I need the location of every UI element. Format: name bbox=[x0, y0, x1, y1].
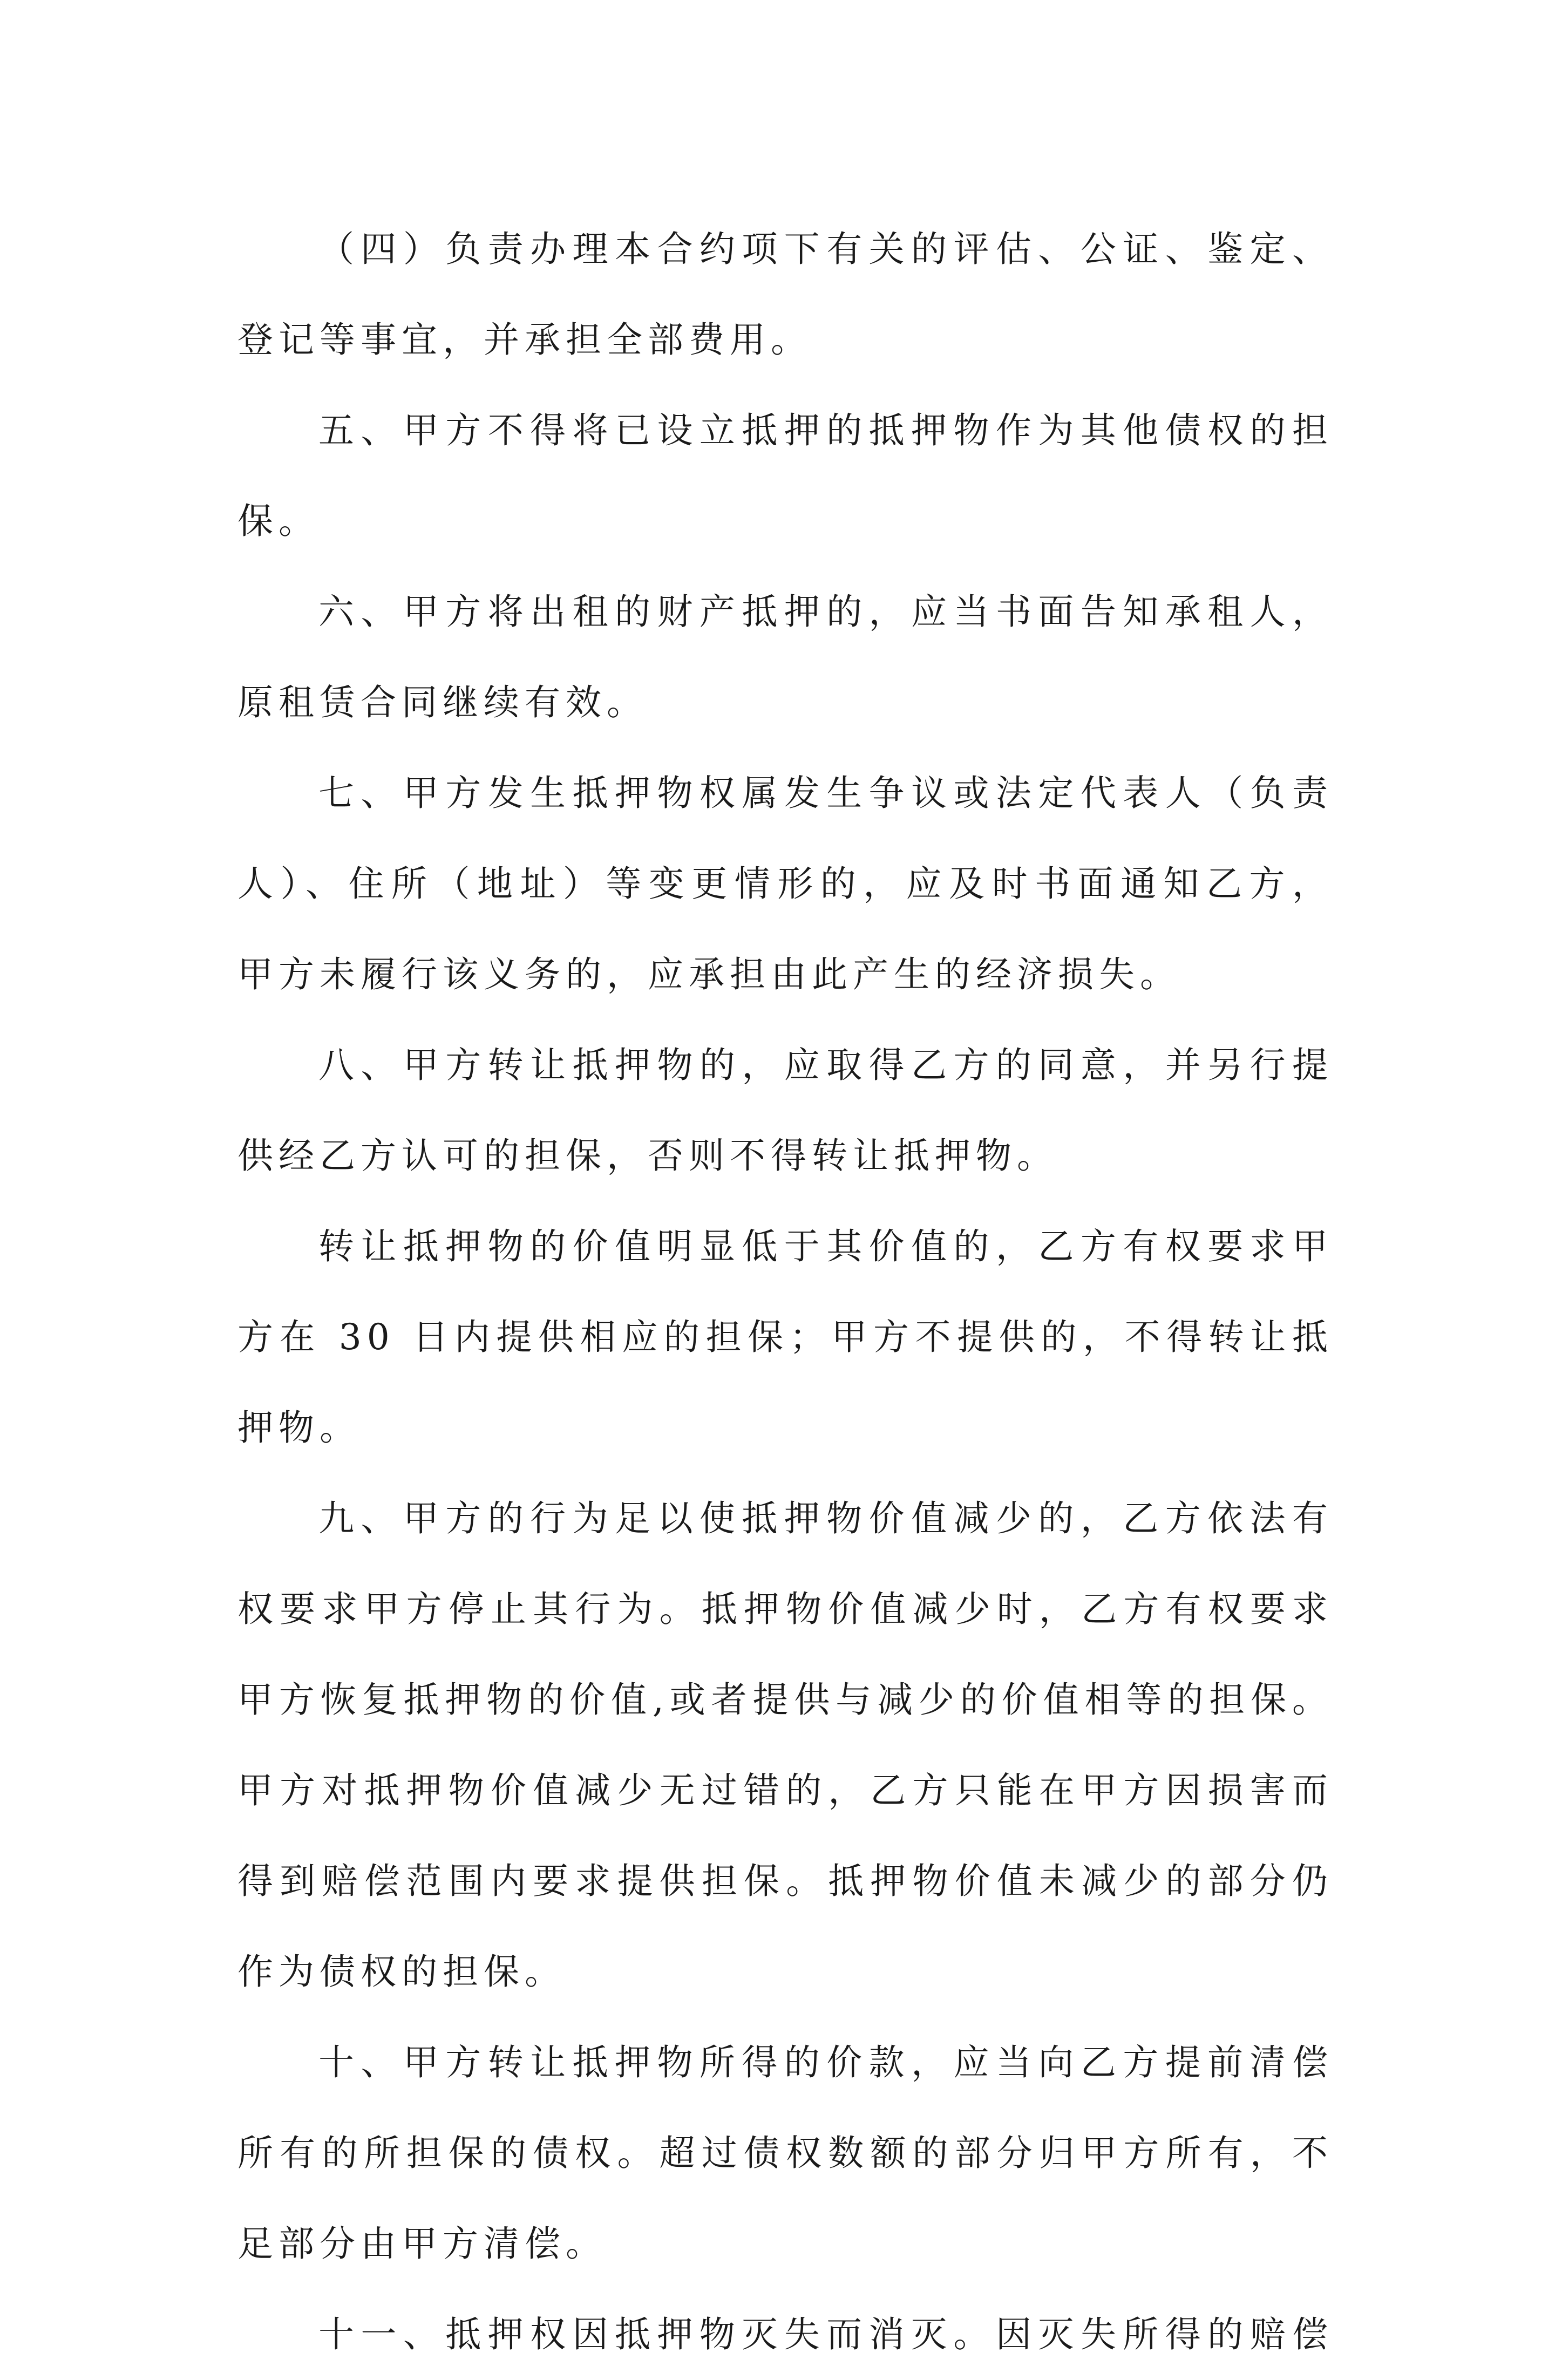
document-body bbox=[237, 204, 1333, 2380]
text-line: 保。 bbox=[237, 500, 320, 542]
text-line: （四）负责办理本合约项下有关的评估、公证、鉴定、 bbox=[318, 228, 1333, 270]
text-line: 足部分由甲方清偿。 bbox=[237, 2223, 607, 2265]
text-line: 五、甲方不得将已设立抵押的抵押物作为其他债权的担 bbox=[318, 410, 1333, 451]
text-line: 六、甲方将出租的财产抵押的，应当书面告知承租人， bbox=[318, 591, 1333, 633]
text-line: 所有的所担保的债权。超过债权数额的部分归甲方所有，不 bbox=[237, 2132, 1333, 2174]
text-line: 权要求甲方停止其行为。抵押物价值减少时，乙方有权要求 bbox=[237, 1588, 1333, 1630]
text-line: 转让抵押物的价值明显低于其价值的，乙方有权要求甲 bbox=[318, 1226, 1333, 1267]
paragraph-clause-10 bbox=[237, 2017, 1333, 2289]
paragraph-clause-9 bbox=[237, 1473, 1333, 2017]
text-line: 原租赁合同继续有效。 bbox=[237, 682, 648, 723]
paragraph-clause-8 bbox=[237, 1020, 1333, 1201]
text-line: 方在 30 日内提供相应的担保；甲方不提供的，不得转让抵 bbox=[237, 1316, 1333, 1358]
paragraph-clause-7 bbox=[237, 748, 1333, 1020]
text-line: 甲方恢复抵押物的价值,或者提供与减少的价值相等的担保。 bbox=[237, 1679, 1333, 1721]
text-line: 登记等事宜，并承担全部费用。 bbox=[237, 319, 812, 361]
paragraph-clause-6 bbox=[237, 567, 1333, 748]
text-line: 十、甲方转让抵押物所得的价款，应当向乙方提前清偿 bbox=[318, 2042, 1333, 2083]
text-line: 得到赔偿范围内要求提供担保。抵押物价值未减少的部分仍 bbox=[237, 1860, 1333, 1902]
text-line: 人）、住所（地址）等变更情形的，应及时书面通知乙方， bbox=[237, 863, 1333, 905]
text-line: 十一、抵押权因抵押物灭失而消灭。因灭失所得的赔偿 bbox=[318, 2314, 1333, 2355]
paragraph-clause-11 bbox=[237, 2289, 1333, 2380]
paragraph-clause-4-item-4 bbox=[237, 204, 1333, 385]
text-line: 八、甲方转让抵押物的，应取得乙方的同意，并另行提 bbox=[318, 1044, 1333, 1086]
text-line: 作为债权的担保。 bbox=[237, 1951, 566, 1993]
text-line: 七、甲方发生抵押物权属发生争议或法定代表人（负责 bbox=[318, 772, 1333, 814]
paragraph-clause-8-continued bbox=[237, 1201, 1333, 1473]
text-line: 九、甲方的行为足以使抵押物价值减少的，乙方依法有 bbox=[318, 1498, 1333, 1539]
text-line: 供经乙方认可的担保，否则不得转让抵押物。 bbox=[237, 1135, 1058, 1177]
paragraph-clause-5 bbox=[237, 385, 1333, 567]
text-line: 甲方对抵押物价值减少无过错的，乙方只能在甲方因损害而 bbox=[237, 1770, 1333, 1811]
text-line: 甲方未履行该义务的，应承担由此产生的经济损失。 bbox=[237, 954, 1181, 995]
text-line: 押物。 bbox=[237, 1407, 361, 1449]
